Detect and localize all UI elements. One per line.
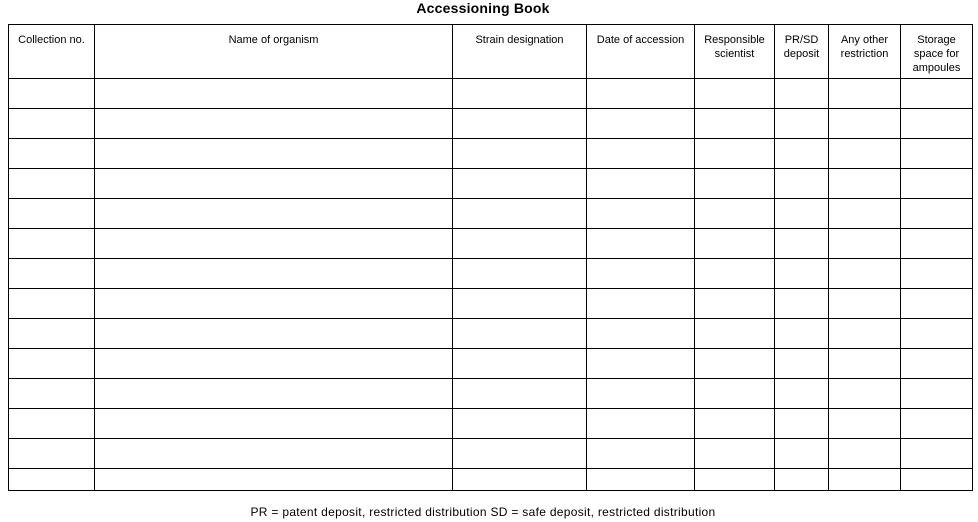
table-cell[interactable] — [587, 139, 695, 169]
table-cell[interactable] — [901, 259, 973, 289]
column-header-storage-space: Storage space for ampoules — [901, 25, 973, 79]
table-cell[interactable] — [775, 289, 829, 319]
table-row — [9, 199, 973, 229]
table-cell[interactable] — [901, 409, 973, 439]
table-cell[interactable] — [95, 169, 453, 199]
column-header-responsible-scientist: Responsible scientist — [695, 25, 775, 79]
table-cell[interactable] — [95, 259, 453, 289]
table-cell[interactable] — [775, 439, 829, 469]
table-cell[interactable] — [95, 229, 453, 259]
column-header-name-of-organism: Name of organism — [95, 25, 453, 79]
table-cell[interactable] — [775, 169, 829, 199]
table-cell[interactable] — [453, 79, 587, 109]
table-cell[interactable] — [587, 289, 695, 319]
table-cell[interactable] — [587, 229, 695, 259]
table-cell[interactable] — [901, 349, 973, 379]
table-cell[interactable] — [95, 139, 453, 169]
table-cell[interactable] — [453, 319, 587, 349]
table-cell[interactable] — [587, 409, 695, 439]
table-cell[interactable] — [95, 439, 453, 469]
table-cell[interactable] — [9, 379, 95, 409]
table-cell[interactable] — [587, 79, 695, 109]
table-cell[interactable] — [829, 319, 901, 349]
table-row — [9, 109, 973, 139]
table-cell[interactable] — [587, 439, 695, 469]
table-cell[interactable] — [453, 289, 587, 319]
table-cell[interactable] — [587, 169, 695, 199]
table-cell[interactable] — [775, 79, 829, 109]
page-title: Accessioning Book — [416, 0, 550, 16]
table-cell[interactable] — [95, 349, 453, 379]
table-cell[interactable] — [9, 199, 95, 229]
table-row — [9, 169, 973, 199]
table-cell[interactable] — [775, 379, 829, 409]
table-row — [9, 259, 973, 289]
table-cell[interactable] — [453, 139, 587, 169]
accessioning-table — [8, 24, 973, 491]
table-cell[interactable] — [695, 229, 775, 259]
table-cell[interactable] — [9, 319, 95, 349]
table-cell[interactable] — [901, 289, 973, 319]
footnote: PR = patent deposit, restricted distribution SD = safe deposit, restricted distribution — [250, 505, 716, 519]
table-cell[interactable] — [9, 289, 95, 319]
table-cell[interactable] — [9, 109, 95, 139]
table-cell[interactable] — [901, 469, 973, 491]
table-cell[interactable] — [775, 139, 829, 169]
table-cell[interactable] — [453, 469, 587, 491]
table-body — [9, 79, 973, 491]
table-cell[interactable] — [9, 469, 95, 491]
table-cell[interactable] — [453, 349, 587, 379]
table-cell[interactable] — [901, 109, 973, 139]
table-cell[interactable] — [95, 469, 453, 491]
table-cell[interactable] — [829, 109, 901, 139]
table-cell[interactable] — [695, 439, 775, 469]
table-cell[interactable] — [775, 319, 829, 349]
table-cell[interactable] — [695, 319, 775, 349]
table-cell[interactable] — [587, 199, 695, 229]
table-cell[interactable] — [829, 469, 901, 491]
table-cell[interactable] — [95, 79, 453, 109]
table-row — [9, 439, 973, 469]
table-cell[interactable] — [9, 349, 95, 379]
table-row — [9, 229, 973, 259]
table-cell[interactable] — [775, 199, 829, 229]
table-row — [9, 379, 973, 409]
table-cell[interactable] — [901, 169, 973, 199]
table-cell[interactable] — [829, 79, 901, 109]
table-cell[interactable] — [9, 169, 95, 199]
table-cell[interactable] — [829, 169, 901, 199]
table-cell[interactable] — [829, 259, 901, 289]
table-cell[interactable] — [695, 139, 775, 169]
table-cell[interactable] — [453, 229, 587, 259]
table-cell[interactable] — [587, 469, 695, 491]
table-cell[interactable] — [95, 409, 453, 439]
table-cell[interactable] — [453, 259, 587, 289]
table-cell[interactable] — [829, 439, 901, 469]
table-row — [9, 319, 973, 349]
table-row — [9, 409, 973, 439]
table-cell[interactable] — [695, 259, 775, 289]
table-cell[interactable] — [901, 79, 973, 109]
table-row — [9, 139, 973, 169]
table-cell[interactable] — [695, 379, 775, 409]
header-row — [9, 25, 973, 79]
table-cell[interactable] — [775, 259, 829, 289]
table-cell[interactable] — [901, 229, 973, 259]
table-cell[interactable] — [587, 349, 695, 379]
table-cell[interactable] — [695, 109, 775, 139]
table-cell[interactable] — [9, 79, 95, 109]
table-cell[interactable] — [695, 349, 775, 379]
table-cell[interactable] — [829, 229, 901, 259]
column-header-pr-sd-deposit: PR/SD deposit — [775, 25, 829, 79]
table-cell[interactable] — [95, 289, 453, 319]
table-cell[interactable] — [901, 379, 973, 409]
column-header-collection-no: Collection no. — [9, 25, 95, 79]
column-header-strain-designation: Strain designation — [453, 25, 587, 79]
table-cell[interactable] — [829, 379, 901, 409]
table-row — [9, 289, 973, 319]
table-cell[interactable] — [453, 199, 587, 229]
table-cell[interactable] — [829, 409, 901, 439]
table-cell[interactable] — [453, 439, 587, 469]
column-header-date-of-accession: Date of accession — [587, 25, 695, 79]
table-cell[interactable] — [695, 169, 775, 199]
table-cell[interactable] — [829, 139, 901, 169]
table-cell[interactable] — [453, 409, 587, 439]
table-cell[interactable] — [587, 319, 695, 349]
table-cell[interactable] — [901, 199, 973, 229]
table-cell[interactable] — [901, 319, 973, 349]
table-row — [9, 79, 973, 109]
table-cell[interactable] — [95, 379, 453, 409]
table-cell[interactable] — [775, 469, 829, 491]
table-cell[interactable] — [901, 139, 973, 169]
table-cell[interactable] — [829, 199, 901, 229]
table-cell[interactable] — [775, 349, 829, 379]
table-cell[interactable] — [9, 409, 95, 439]
table-cell[interactable] — [695, 79, 775, 109]
table-cell[interactable] — [95, 319, 453, 349]
table-cell[interactable] — [453, 379, 587, 409]
table-cell[interactable] — [453, 109, 587, 139]
table-cell[interactable] — [587, 109, 695, 139]
table-cell[interactable] — [695, 469, 775, 491]
table-cell[interactable] — [775, 409, 829, 439]
table-cell[interactable] — [95, 199, 453, 229]
table-cell[interactable] — [9, 259, 95, 289]
table-cell[interactable] — [587, 259, 695, 289]
table-cell[interactable] — [587, 379, 695, 409]
table-cell[interactable] — [775, 229, 829, 259]
table-cell[interactable] — [695, 199, 775, 229]
table-cell[interactable] — [9, 139, 95, 169]
table-cell[interactable] — [901, 439, 973, 469]
table-cell[interactable] — [695, 409, 775, 439]
table-row — [9, 349, 973, 379]
table-cell[interactable] — [95, 109, 453, 139]
table-cell[interactable] — [829, 349, 901, 379]
column-header-any-other-restriction: Any other restriction — [829, 25, 901, 79]
table-cell[interactable] — [829, 289, 901, 319]
table-cell[interactable] — [9, 229, 95, 259]
table-cell[interactable] — [9, 439, 95, 469]
table-cell[interactable] — [695, 289, 775, 319]
table-cell[interactable] — [775, 109, 829, 139]
table-row — [9, 469, 973, 491]
table-cell[interactable] — [453, 169, 587, 199]
